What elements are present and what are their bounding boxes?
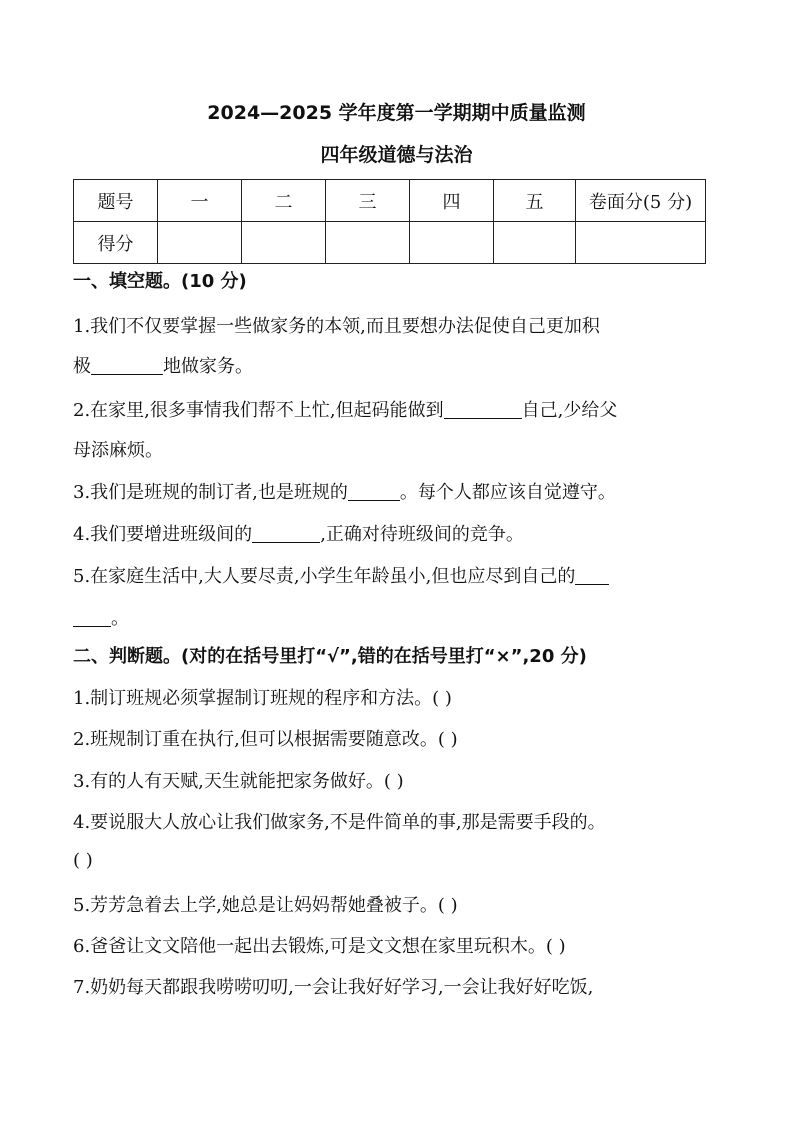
header-cell: 四 xyxy=(410,180,494,222)
exam-subtitle: 四年级道德与法治 xyxy=(320,144,473,166)
answer-blank[interactable] xyxy=(73,608,111,627)
header-cell: 一 xyxy=(158,180,242,222)
exam-title: 2024—2025 学年度第一学期期中质量监测 xyxy=(207,102,586,124)
judgment-item[interactable]: 6.爸爸让文文陪他一起出去锻炼,可是文文想在家里玩积木。( ) xyxy=(73,936,566,957)
score-cell[interactable] xyxy=(326,222,410,264)
question-text: 。每个人都应该自觉遵守。 xyxy=(399,482,616,503)
question-line xyxy=(73,562,609,588)
question-text: 3.我们是班规的制订者,也是班规的 xyxy=(73,482,348,503)
score-cell[interactable] xyxy=(242,222,326,264)
header-cell: 卷面分(5 分) xyxy=(576,180,706,222)
header-cell: 五 xyxy=(494,180,576,222)
judgment-item[interactable]: 5.芳芳急着去上学,她总是让妈妈帮她叠被子。( ) xyxy=(73,895,458,916)
question-text: 极 xyxy=(73,356,91,377)
question-text: ,正确对待班级间的竞争。 xyxy=(320,524,524,545)
question-line xyxy=(73,604,129,630)
question-text: 。 xyxy=(111,608,129,629)
judgment-item[interactable]: 1.制订班规必须掌握制订班规的程序和方法。( ) xyxy=(73,688,452,709)
judgment-item[interactable]: 2.班规制订重在执行,但可以根据需要随意改。( ) xyxy=(73,729,458,750)
section2-heading: 二、判断题。(对的在括号里打“√”,错的在括号里打“×”,20 分) xyxy=(73,646,587,667)
row-label: 得分 xyxy=(74,222,158,264)
section1-heading: 一、填空题。(10 分) xyxy=(73,271,247,292)
question-line xyxy=(73,478,616,504)
question-text: 自己,少给父 xyxy=(521,400,618,421)
header-cell: 三 xyxy=(326,180,410,222)
score-cell[interactable] xyxy=(576,222,706,264)
answer-blank[interactable] xyxy=(91,356,163,375)
header-cell: 题号 xyxy=(74,180,158,222)
answer-blank[interactable] xyxy=(444,400,522,419)
judgment-item-bracket[interactable]: ( ) xyxy=(73,850,93,871)
header-cell: 二 xyxy=(242,180,326,222)
judgment-item: 4.要说服大人放心让我们做家务,不是件简单的事,那是需要手段的。 xyxy=(73,812,606,833)
score-cell[interactable] xyxy=(410,222,494,264)
score-table-score-row xyxy=(74,222,706,264)
answer-blank[interactable] xyxy=(575,566,609,585)
question-line xyxy=(73,396,617,422)
question-text: 2.在家里,很多事情我们帮不上忙,但起码能做到 xyxy=(73,400,444,421)
question-line xyxy=(73,352,253,378)
score-table xyxy=(73,179,706,264)
judgment-item[interactable]: 3.有的人有天赋,天生就能把家务做好。( ) xyxy=(73,771,404,792)
answer-blank[interactable] xyxy=(252,524,320,543)
question-line: 母添麻烦。 xyxy=(73,440,163,461)
score-cell[interactable] xyxy=(158,222,242,264)
answer-blank[interactable] xyxy=(348,482,400,501)
question-text: 5.在家庭生活中,大人要尽责,小学生年龄虽小,但也应尽到自己的 xyxy=(73,566,576,587)
judgment-item: 7.奶奶每天都跟我唠唠叨叨,一会让我好好学习,一会让我好好吃饭, xyxy=(73,977,594,998)
question-text: 4.我们要增进班级间的 xyxy=(73,524,253,545)
question-line: 1.我们不仅要掌握一些做家务的本领,而且要想办法促使自己更加积 xyxy=(73,316,600,337)
question-text: 地做家务。 xyxy=(163,356,253,377)
score-table-header-row xyxy=(74,180,706,222)
question-line xyxy=(73,520,524,546)
score-cell[interactable] xyxy=(494,222,576,264)
